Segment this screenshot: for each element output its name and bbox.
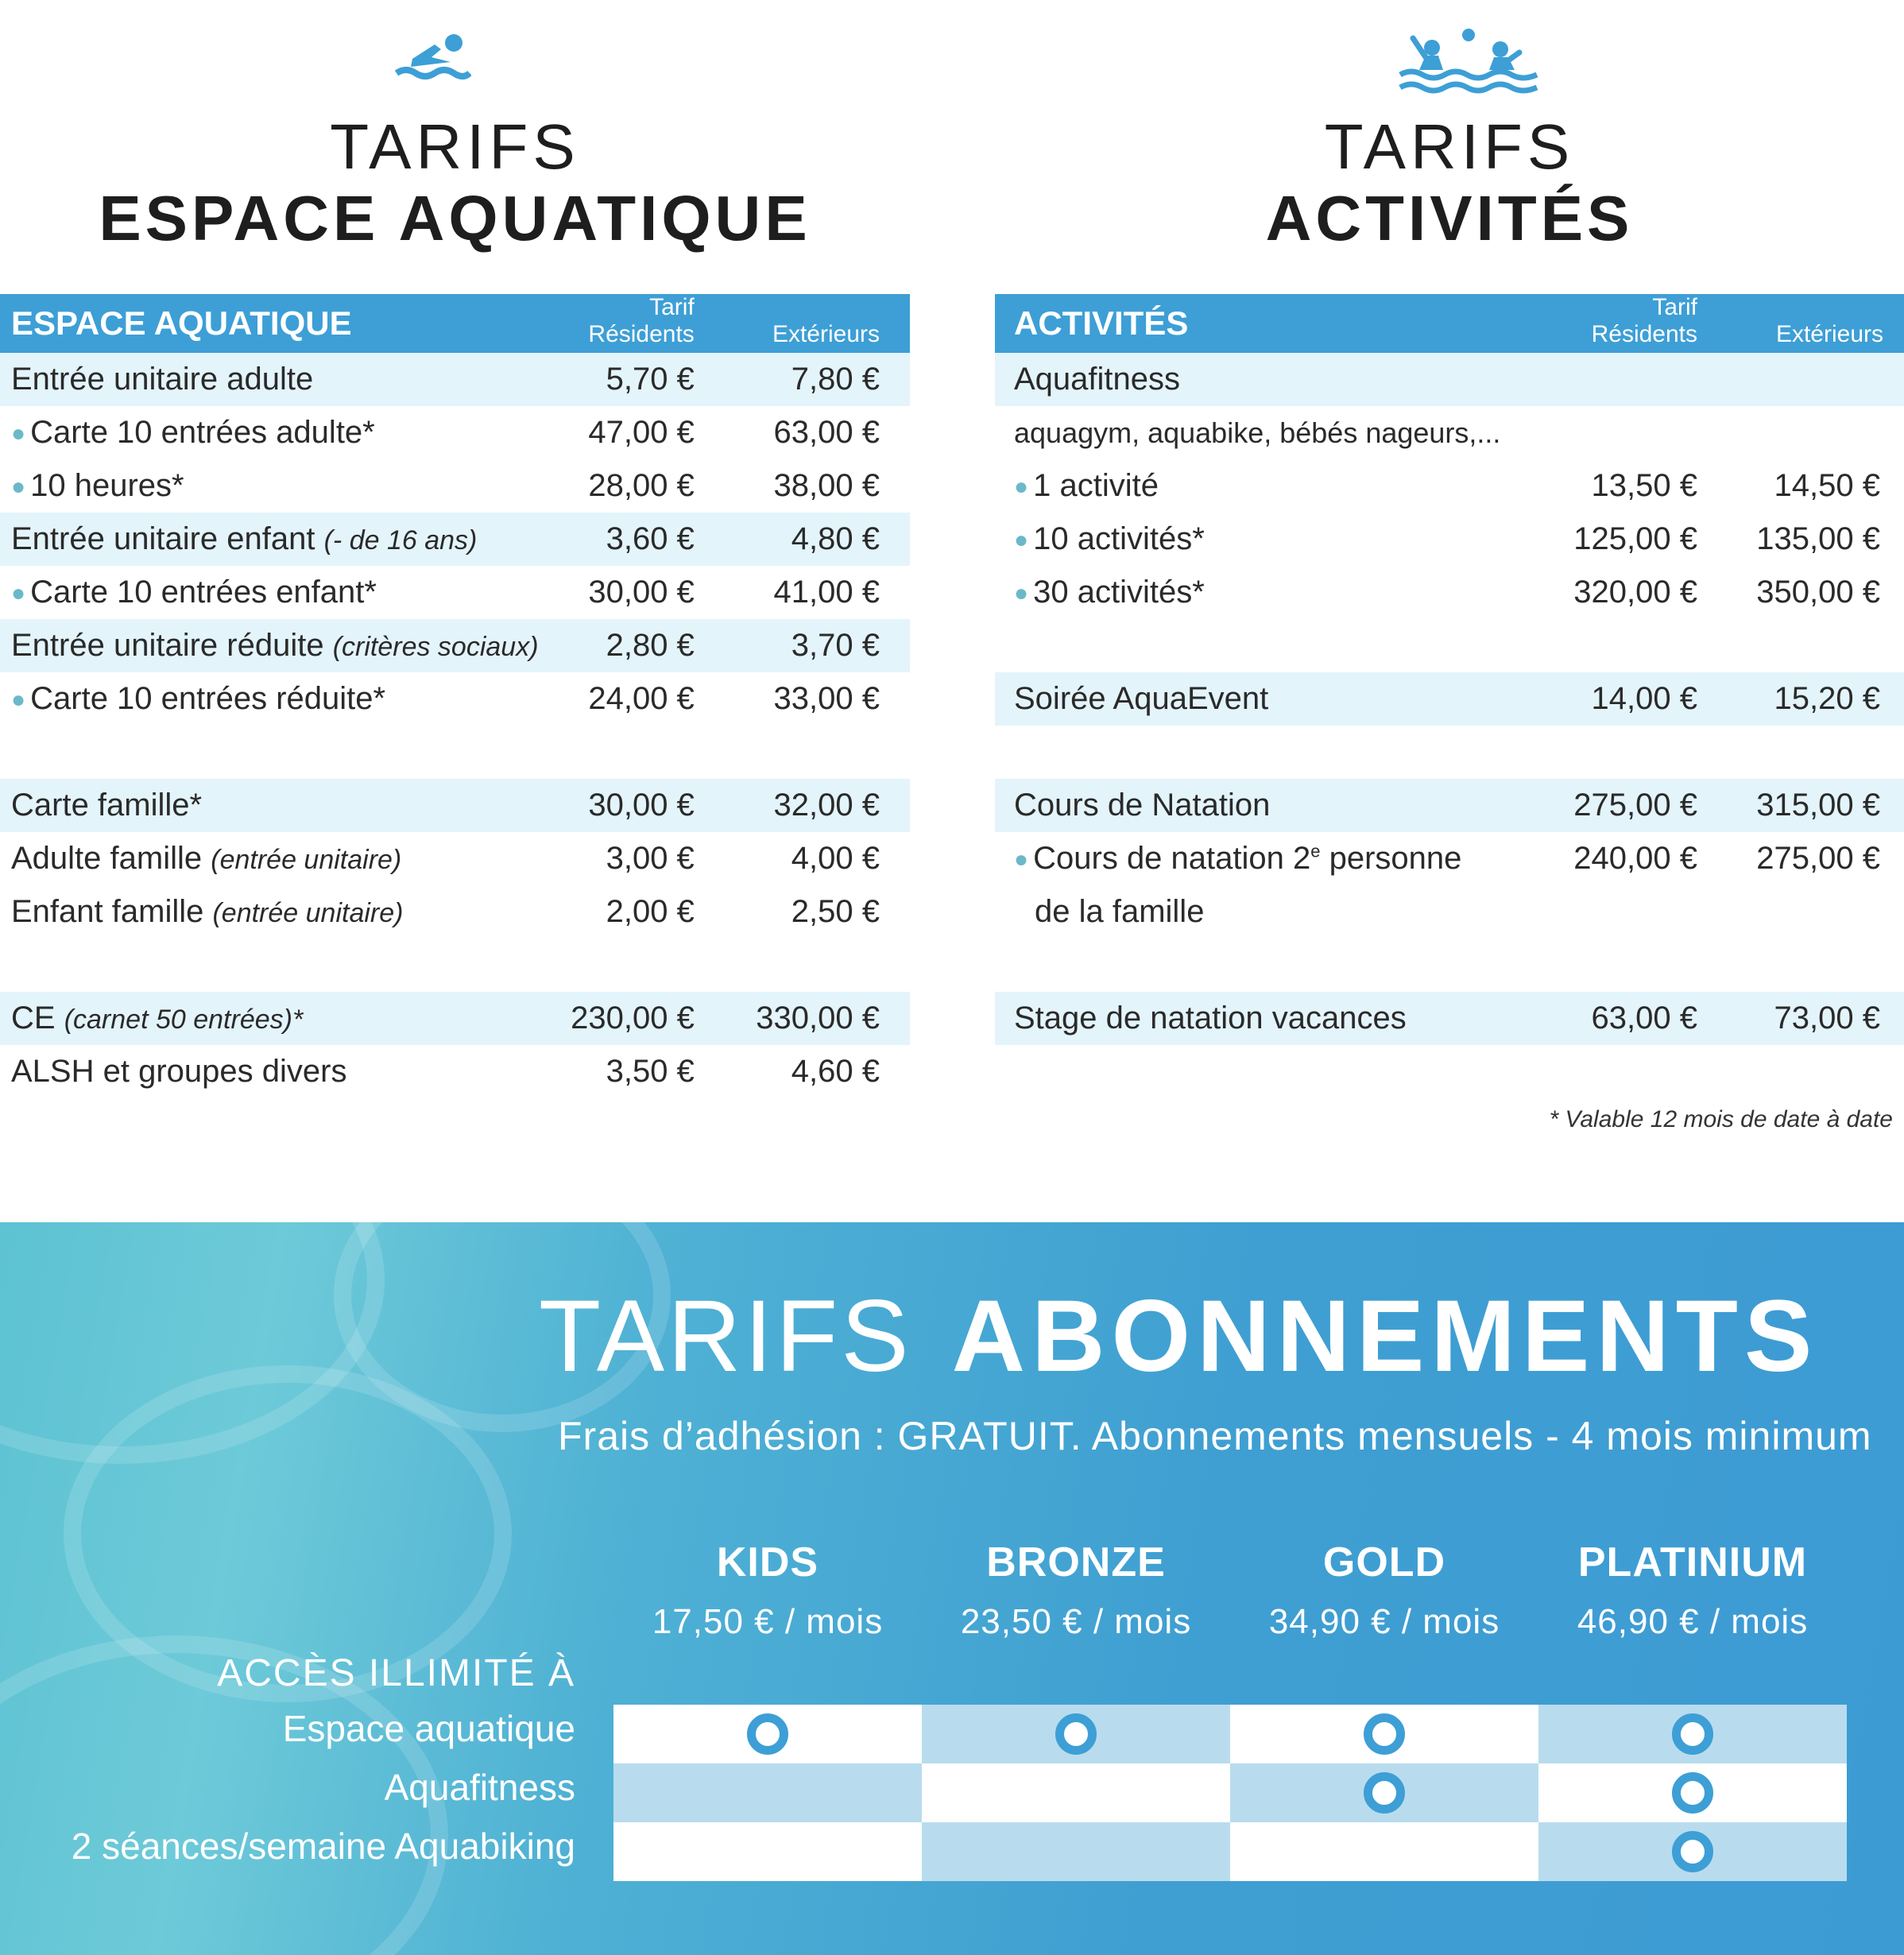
row-label: aquagym, aquabike, bébés nageurs,... <box>1014 416 1501 449</box>
title-bold: ABONNEMENTS <box>951 1279 1819 1393</box>
price-exterieurs: 135,00 € <box>1756 521 1880 556</box>
feature-label: 2 séances/semaine Aquabiking <box>71 1825 575 1867</box>
price-residents: 125,00 € <box>1573 521 1697 556</box>
plan-name: PLATINIUM <box>1577 1539 1808 1585</box>
price-residents: 3,00 € <box>606 841 695 876</box>
grid-cell <box>613 1822 922 1881</box>
table-header-row <box>0 294 910 353</box>
row-label: CE <box>11 1001 56 1036</box>
grid-cell <box>1230 1763 1538 1822</box>
price-exterieurs: 4,60 € <box>791 1054 880 1089</box>
plan-price: 46,90 € / mois <box>1577 1602 1809 1641</box>
col-header-exterieurs: Extérieurs <box>725 294 910 353</box>
col-header-exterieurs: Extérieurs <box>1728 294 1904 353</box>
table-header-row <box>995 294 1904 353</box>
row-label: Adulte famille <box>11 841 203 876</box>
section-heading <box>995 111 1904 254</box>
price-residents: 47,00 € <box>588 415 695 450</box>
price-exterieurs: 350,00 € <box>1756 575 1880 610</box>
plan-kids <box>613 1539 922 1642</box>
grid-cell <box>1538 1763 1847 1822</box>
table-row <box>0 1045 910 1098</box>
included-dot-icon <box>1055 1713 1097 1755</box>
price-residents: 230,00 € <box>571 992 725 1045</box>
row-label: 10 activités* <box>1033 521 1205 556</box>
col-header-residents: Tarif Résidents <box>571 294 725 353</box>
heading-light: TARIFS <box>1324 111 1575 182</box>
table-row <box>0 672 910 726</box>
row-label: Cours de Natation <box>1014 788 1271 823</box>
row-label: Carte 10 entrées adulte* <box>30 415 375 450</box>
price-residents: 24,00 € <box>588 681 695 716</box>
abonnements-subtitle: Frais d’adhésion : GRATUIT. Abonnements mensuels - 4 mois minimum <box>558 1414 1872 1458</box>
price-exterieurs: 63,00 € <box>773 415 880 450</box>
abonnements-section <box>0 1222 1904 1955</box>
bullet-icon: ● <box>1014 527 1029 553</box>
price-residents: 13,50 € <box>1591 468 1697 503</box>
grid-cell <box>1538 1822 1847 1881</box>
price-exterieurs: 275,00 € <box>1756 841 1880 876</box>
table-row <box>0 513 910 566</box>
price-exterieurs: 7,80 € <box>725 353 910 406</box>
activites-table <box>995 294 1904 1045</box>
water-polo-icon <box>1397 24 1540 99</box>
bullet-icon: ● <box>11 580 26 606</box>
price-exterieurs: 3,70 € <box>725 619 910 672</box>
row-note: (entrée unitaire) <box>211 845 402 875</box>
price-exterieurs: 32,00 € <box>725 779 910 832</box>
table-title: ESPACE AQUATIQUE <box>0 294 571 353</box>
price-residents: 30,00 € <box>588 575 695 610</box>
plan-price: 17,50 € / mois <box>652 1602 884 1641</box>
spacer-row <box>0 726 910 779</box>
price-residents: 275,00 € <box>1559 779 1728 832</box>
row-label: Carte 10 entrées enfant* <box>30 575 377 610</box>
bullet-icon: ● <box>1014 580 1029 606</box>
table-row <box>995 885 1904 939</box>
plan-price: 23,50 € / mois <box>960 1602 1192 1641</box>
table-row <box>0 832 910 885</box>
price-exterieurs: 73,00 € <box>1728 992 1904 1045</box>
table-row <box>0 992 910 1045</box>
row-label: 30 activités* <box>1033 575 1205 610</box>
table-row <box>0 353 910 406</box>
plan-name: BRONZE <box>986 1539 1166 1585</box>
row-note: (- de 16 ans) <box>323 525 478 556</box>
plan-platinium <box>1538 1539 1847 1642</box>
table-row <box>995 992 1904 1045</box>
table-row <box>995 513 1904 566</box>
price-exterieurs: 4,80 € <box>725 513 910 566</box>
row-label: Entrée unitaire enfant <box>11 521 315 556</box>
plan-name: GOLD <box>1322 1539 1446 1585</box>
row-label: 1 activité <box>1033 468 1159 503</box>
row-label: 10 heures* <box>30 468 184 503</box>
swimmer-icon <box>395 27 471 91</box>
table-row <box>995 566 1904 619</box>
section-heading <box>0 111 910 254</box>
row-label: Stage de natation vacances <box>1014 1001 1407 1036</box>
row-label: ALSH et groupes divers <box>11 1054 347 1089</box>
grid-cell <box>922 1822 1230 1881</box>
title-light: TARIFS <box>539 1279 912 1393</box>
superscript: e <box>1310 841 1321 861</box>
spacer-row <box>995 619 1904 672</box>
row-note: (entrée unitaire) <box>212 898 404 928</box>
included-dot-icon <box>1672 1713 1713 1755</box>
price-residents: 240,00 € <box>1573 841 1697 876</box>
included-dot-icon <box>1672 1831 1713 1872</box>
included-dot-icon <box>1672 1772 1713 1814</box>
row-note: (critères sociaux) <box>332 632 539 662</box>
row-label: Entrée unitaire adulte <box>11 362 314 397</box>
grid-cell <box>1538 1705 1847 1763</box>
bullet-icon: ● <box>1014 846 1029 873</box>
price-residents: 320,00 € <box>1573 575 1697 610</box>
table-row <box>0 566 910 619</box>
access-label: ACCÈS ILLIMITÉ À <box>217 1652 575 1694</box>
price-exterieurs: 4,00 € <box>791 841 880 876</box>
row-label: Aquafitness <box>1014 362 1181 397</box>
bullet-icon: ● <box>11 420 26 447</box>
table-row <box>995 353 1904 406</box>
grid-cell <box>922 1763 1230 1822</box>
price-exterieurs: 14,50 € <box>1774 468 1880 503</box>
price-exterieurs: 2,50 € <box>791 894 880 929</box>
abonnements-title <box>539 1278 1818 1395</box>
grid-cell <box>1230 1822 1538 1881</box>
spacer-row <box>995 939 1904 992</box>
included-dot-icon <box>1364 1772 1405 1814</box>
price-exterieurs: 38,00 € <box>773 468 880 503</box>
col-header-residents: Tarif Résidents <box>1559 294 1728 353</box>
table-row <box>995 459 1904 513</box>
row-note: (carnet 50 entrées)* <box>64 1005 304 1035</box>
grid-cell <box>613 1763 922 1822</box>
feature-label: Aquafitness <box>384 1767 575 1808</box>
table-row <box>995 406 1904 459</box>
heading-bold: ESPACE AQUATIQUE <box>99 183 811 254</box>
price-residents: 63,00 € <box>1559 992 1728 1045</box>
table-row <box>0 885 910 939</box>
grid-cell <box>613 1705 922 1763</box>
included-dot-icon <box>1364 1713 1405 1755</box>
bullet-icon: ● <box>11 687 26 713</box>
footnote: * Valable 12 mois de date à date <box>1549 1106 1893 1132</box>
espace-aquatique-table <box>0 294 910 1098</box>
row-label: Entrée unitaire réduite <box>11 628 324 663</box>
grid-cell <box>922 1705 1230 1763</box>
plan-gold <box>1230 1539 1538 1642</box>
spacer-row <box>0 939 910 992</box>
table-row <box>0 619 910 672</box>
bullet-icon: ● <box>1014 474 1029 500</box>
price-exterieurs: 33,00 € <box>773 681 880 716</box>
grid-cell <box>1230 1705 1538 1763</box>
table-row <box>0 779 910 832</box>
row-label: Cours de natation 2 <box>1033 841 1311 876</box>
table-title: ACTIVITÉS <box>995 294 1559 353</box>
table-row <box>995 832 1904 885</box>
price-residents: 14,00 € <box>1559 672 1728 726</box>
price-exterieurs: 330,00 € <box>725 992 910 1045</box>
price-residents: 28,00 € <box>588 468 695 503</box>
row-label-rest: personne <box>1320 841 1462 876</box>
price-residents: 5,70 € <box>571 353 725 406</box>
row-label: Carte 10 entrées réduite* <box>30 681 386 716</box>
price-residents: 30,00 € <box>571 779 725 832</box>
included-dot-icon <box>747 1713 788 1755</box>
plan-bronze <box>922 1539 1230 1642</box>
heading-light: TARIFS <box>330 111 580 182</box>
row-label: de la famille <box>1035 894 1205 929</box>
price-residents: 3,60 € <box>571 513 725 566</box>
row-label: Enfant famille <box>11 894 204 929</box>
plan-price: 34,90 € / mois <box>1268 1602 1500 1641</box>
table-row <box>995 672 1904 726</box>
heading-bold: ACTIVITÉS <box>1265 183 1634 254</box>
price-exterieurs: 41,00 € <box>773 575 880 610</box>
plan-name: KIDS <box>716 1539 819 1585</box>
row-label: Carte famille* <box>11 788 203 823</box>
price-exterieurs: 15,20 € <box>1728 672 1904 726</box>
spacer-row <box>995 726 1904 779</box>
row-label: Soirée AquaEvent <box>1014 681 1269 716</box>
table-row <box>0 459 910 513</box>
price-exterieurs: 315,00 € <box>1728 779 1904 832</box>
feature-label: Espace aquatique <box>282 1708 575 1749</box>
price-residents: 2,80 € <box>571 619 725 672</box>
table-row <box>0 406 910 459</box>
price-residents: 2,00 € <box>606 894 695 929</box>
table-row <box>995 779 1904 832</box>
bullet-icon: ● <box>11 474 26 500</box>
price-residents: 3,50 € <box>606 1054 695 1089</box>
